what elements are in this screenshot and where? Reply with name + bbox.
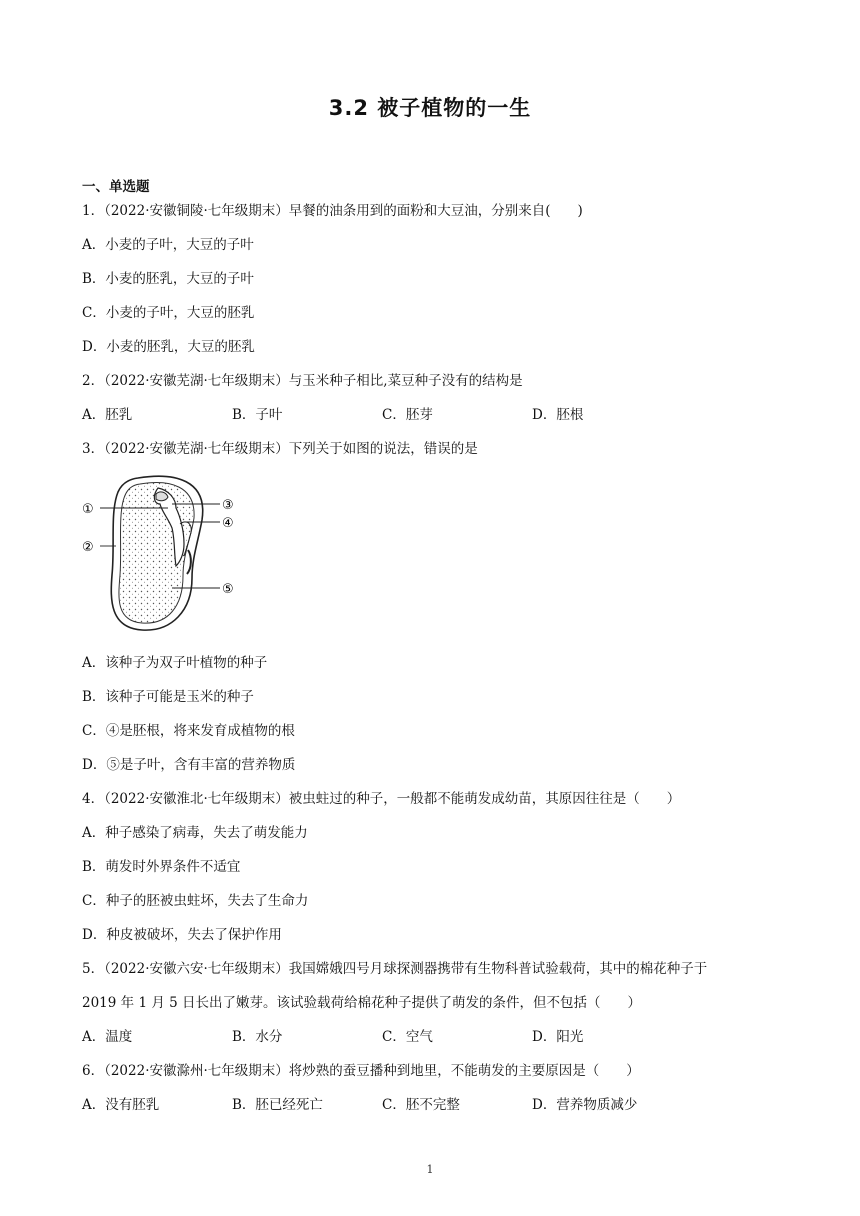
diagram-label-4: ④ bbox=[222, 516, 234, 531]
question-1-option-a: A．小麦的子叶，大豆的子叶 bbox=[82, 237, 254, 253]
question-5-option-b: B．水分 bbox=[232, 1029, 283, 1045]
question-1-option-d: D．小麦的胚乳，大豆的胚乳 bbox=[82, 339, 255, 355]
diagram-label-2: ② bbox=[82, 540, 94, 555]
question-5-option-d: D．阳光 bbox=[532, 1029, 584, 1045]
question-4-option-a: A．种子感染了病毒，失去了萌发能力 bbox=[82, 825, 308, 841]
question-3-option-c: C．④是胚根，将来发育成植物的根 bbox=[82, 723, 295, 739]
question-2-option-a: A．胚乳 bbox=[82, 407, 133, 423]
question-6-option-c: C．胚不完整 bbox=[382, 1097, 460, 1113]
page-number: 1 bbox=[426, 1163, 434, 1176]
question-2-option-d: D．胚根 bbox=[532, 407, 584, 423]
question-6-option-d: D．营养物质减少 bbox=[532, 1097, 638, 1113]
question-5-option-a: A．温度 bbox=[82, 1029, 133, 1045]
question-2-option-c: C．胚芽 bbox=[382, 407, 433, 423]
question-5-option-c: C．空气 bbox=[382, 1029, 433, 1045]
question-6-option-b: B．胚已经死亡 bbox=[232, 1097, 323, 1113]
question-1-option-b: B．小麦的胚乳，大豆的子叶 bbox=[82, 271, 254, 287]
question-4-option-b: B．萌发时外界条件不适宜 bbox=[82, 859, 241, 875]
question-6-stem: 6．（2022·安徽滁州·七年级期末）将炒熟的蚕豆播种到地里，不能萌发的主要原因是（ ） bbox=[82, 1063, 640, 1079]
diagram-label-5: ⑤ bbox=[222, 582, 234, 597]
question-4-stem: 4．（2022·安徽淮北·七年级期末）被虫蛀过的种子，一般都不能萌发成幼苗，其原因往往是（ ） bbox=[82, 791, 681, 807]
question-3-option-a: A．该种子为双子叶植物的种子 bbox=[82, 655, 268, 671]
question-4-option-d: D．种皮被破坏，失去了保护作用 bbox=[82, 927, 282, 943]
section-heading: 一、单选题 bbox=[82, 179, 150, 195]
question-5-stem-line-2: 2019 年 1 月 5 日长出了嫩芽。该试验载荷给棉花种子提供了萌发的条件，但不包括（ ） bbox=[82, 995, 641, 1011]
question-3-stem: 3．（2022·安徽芜湖·七年级期末）下列关于如图的说法，错误的是 bbox=[82, 441, 478, 457]
question-2-stem: 2．（2022·安徽芜湖·七年级期末）与玉米种子相比,菜豆种子没有的结构是 bbox=[82, 373, 523, 389]
question-5-stem-line-1: 5．（2022·安徽六安·七年级期末）我国嫦娥四号月球探测器携带有生物科普试验载荷，其中的棉花种子于 bbox=[82, 961, 708, 977]
diagram-label-3: ③ bbox=[222, 498, 234, 513]
page-title: 3.2 被子植物的一生 bbox=[328, 96, 532, 120]
question-1-option-c: C．小麦的子叶，大豆的胚乳 bbox=[82, 305, 255, 321]
diagram-label-1: ① bbox=[82, 502, 94, 517]
question-3-option-d: D．⑤是子叶，含有丰富的营养物质 bbox=[82, 757, 296, 773]
question-1-stem: 1．（2022·安徽铜陵·七年级期末）早餐的油条用到的面粉和大豆油，分别来自( ) bbox=[82, 203, 583, 219]
question-4-option-c: C．种子的胚被虫蛀坏，失去了生命力 bbox=[82, 893, 309, 909]
question-6-option-a: A．没有胚乳 bbox=[82, 1097, 160, 1113]
question-3-option-b: B．该种子可能是玉米的种子 bbox=[82, 689, 254, 705]
bean-seed-diagram bbox=[80, 470, 250, 635]
question-2-option-b: B．子叶 bbox=[232, 407, 283, 423]
